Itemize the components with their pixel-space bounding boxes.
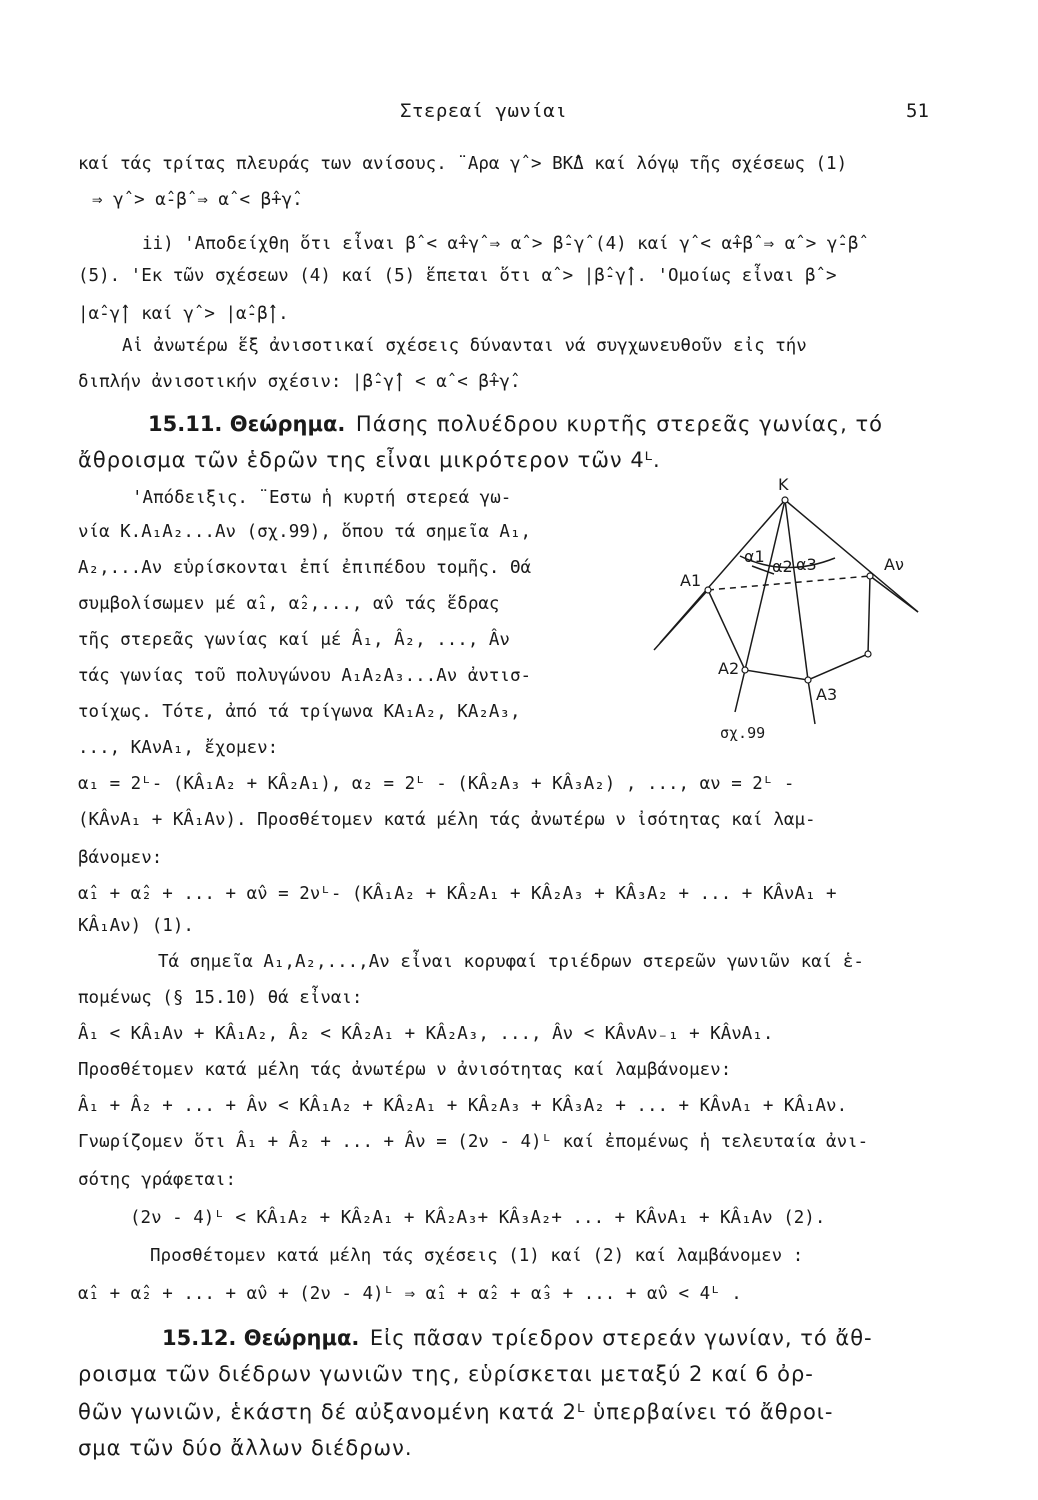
proof-line: τοίχως. Τότε, ἀπό τά τρίγωνα ΚΑ₁Α₂, ΚΑ₂Α₃, bbox=[78, 702, 521, 722]
text-line: |α̂-γ̂| καί γ̂ > |α̂-β̂|. bbox=[78, 304, 289, 324]
equation-line: Â₁ < ΚÂ₁Αν + ΚÂ₁Α₂, Â₂ < ΚÂ₂Α₁ + ΚÂ₂Α₃, ..., Âν < ΚÂνΑν₋₁ + ΚÂνΑ₁. bbox=[78, 1024, 774, 1044]
text-line: Αἱ ἀνωτέρω ἕξ ἀνισοτικαί σχέσεις δύνανται νά συγχωνευθοῦν εἰς τήν bbox=[122, 336, 807, 356]
proof-line: 'Απόδειξις. ¨Εστω ἡ κυρτή στερεά γω- bbox=[132, 488, 512, 508]
text-line: Προσθέτομεν κατά μέλη τάς ἀνωτέρω ν ἀνισότητας καί λαμβάνομεν: bbox=[78, 1060, 732, 1080]
edge-k-a3 bbox=[785, 500, 808, 680]
theorem-1511-text: ἄθροισμα τῶν ἑδρῶν της εἶναι μικρότερον τῶν 4ᴸ. bbox=[78, 448, 661, 472]
equation-line: α̂₁ + α̂₂ + ... + α̂ν = 2νᴸ- (ΚÂ₁Α₂ + ΚÂ₂Α₁ + ΚÂ₂Α₃ + ΚÂ₃Α₂ + ... + ΚÂνΑ₁ + bbox=[78, 884, 837, 904]
edge-extension bbox=[870, 576, 918, 612]
label-alpha1: α1 bbox=[744, 547, 765, 566]
equation-line: α̂₁ + α̂₂ + ... + α̂ν + (2ν - 4)ᴸ ⇒ α̂₁ + α̂₂ + α̂₃ + ... + α̂ν < 4ᴸ . bbox=[78, 1284, 742, 1304]
theorem-1511-line bbox=[148, 412, 883, 438]
proof-line: Α₂,...Αν εὑρίσκονται ἐπί ἐπιπέδου τομῆς. Θά bbox=[78, 558, 532, 578]
theorem-1512-line bbox=[162, 1326, 873, 1352]
vertex-k bbox=[782, 497, 788, 503]
vertex-a4 bbox=[865, 651, 871, 657]
theorem-1512-text: ροισμα τῶν διέδρων γωνιῶν της, εὑρίσκεται μεταξύ 2 καί 6 ὀρ- bbox=[78, 1362, 814, 1386]
label-an: Aν bbox=[884, 555, 904, 574]
text-line: Τά σημεῖα Α₁,Α₂,...,Αν εἶναι κορυφαί τριέδρων στερεῶν γωνιῶν καί ἑ- bbox=[158, 952, 864, 972]
face-angle-arc bbox=[752, 566, 774, 574]
proof-line: ..., ΚΑνΑ₁, ἔχομεν: bbox=[78, 738, 279, 758]
label-k: K bbox=[778, 478, 789, 494]
theorem-1511-text: Πάσης πολυέδρου κυρτῆς στερεᾶς γωνίας, τό bbox=[355, 412, 883, 436]
text-line: ⇒ γ̂ > α̂-β̂ ⇒ α̂ < β̂+γ̂. bbox=[92, 190, 303, 210]
text-line: πομένως (§ 15.10) θά εἶναι: bbox=[78, 988, 363, 1008]
text-line: διπλήν ἀνισοτικήν σχέσιν: |β̂-γ̂| < α̂ < β̂+γ̂. bbox=[78, 372, 521, 392]
vertex-an bbox=[867, 573, 873, 579]
label-alpha3: α3 bbox=[796, 555, 817, 574]
proof-line: τῆς στερεᾶς γωνίας καί μέ Â₁, Â₂, ..., Âν bbox=[78, 630, 510, 650]
theorem-1512-text: θῶν γωνιῶν, ἑκάστη δέ αὐξανομένη κατά 2ᴸ ὑπερβαίνει τό ἄθροι- bbox=[78, 1400, 834, 1424]
edge-extension bbox=[654, 590, 708, 650]
vertex-a3 bbox=[805, 677, 811, 683]
proof-line: νία Κ.Α₁Α₂...Αν (σχ.99), ὅπου τά σημεῖα Α₁, bbox=[78, 522, 532, 542]
text-line: βάνομεν: bbox=[78, 848, 163, 868]
proof-line: συμβολίσωμεν μέ α̂₁, α̂₂,..., α̂ν τάς ἕδρας bbox=[78, 594, 500, 614]
text-line: σότης γράφεται: bbox=[78, 1170, 237, 1190]
text-line: (5). 'Εκ τῶν σχέσεων (4) καί (5) ἕπεται ὅτι α̂ > |β̂-γ̂|. 'Ομοίως εἶναι β̂ > bbox=[78, 266, 837, 286]
page-number: 51 bbox=[906, 100, 929, 122]
equation-line: ΚÂ₁Αν) (1). bbox=[78, 916, 194, 936]
base-hidden-edge bbox=[708, 576, 870, 590]
proof-line: τάς γωνίας τοῦ πολυγώνου Α₁Α₂Α₃...Αν ἀντισ- bbox=[78, 666, 532, 686]
label-alpha2: α2 bbox=[772, 557, 793, 576]
label-a3: A3 bbox=[816, 685, 838, 704]
label-a1: A1 bbox=[680, 571, 702, 590]
equation-line: Â₁ + Â₂ + ... + Âν < ΚÂ₁Α₂ + ΚÂ₂Α₁ + ΚÂ₂Α₃ + ΚÂ₃Α₂ + ... + ΚÂνΑ₁ + ΚÂ₁Αν. bbox=[78, 1096, 848, 1116]
figure-caption: σχ.99 bbox=[720, 724, 766, 742]
vertex-a2 bbox=[742, 667, 748, 673]
figure-99-diagram bbox=[640, 478, 960, 758]
label-a2: A2 bbox=[718, 659, 740, 678]
theorem-1512-number: 15.12. Θεώρημα. bbox=[162, 1326, 360, 1350]
vertex-a1 bbox=[705, 587, 711, 593]
theorem-1512-text: σμα τῶν δύο ἄλλων διέδρων. bbox=[78, 1436, 413, 1460]
text-line: Γνωρίζομεν ὅτι Â₁ + Â₂ + ... + Âν = (2ν - 4)ᴸ καί ἐπομένως ἡ τελευταία ἀνι- bbox=[78, 1132, 869, 1152]
text-line: (ΚÂνΑ₁ + ΚÂ₁Αν). Προσθέτομεν κατά μέλη τάς ἀνωτέρω ν ἰσότητας καί λαμ- bbox=[78, 810, 816, 830]
text-line: καί τάς τρίτας πλευράς των ανίσους. ¨Αρα γ̂ > ΒΚ̂Δ καί λόγῳ τῆς σχέσεως (1) bbox=[78, 154, 848, 174]
theorem-1511-number: 15.11. Θεώρημα. bbox=[148, 412, 346, 436]
equation-line: (2ν - 4)ᴸ < ΚÂ₁Α₂ + ΚÂ₂Α₁ + ΚÂ₂Α₃+ ΚÂ₃Α₂+ ... + ΚÂνΑ₁ + ΚÂ₁Αν (2). bbox=[130, 1208, 826, 1228]
running-header: Στερεαί γωνίαι bbox=[400, 100, 568, 122]
edge-extension bbox=[808, 680, 815, 724]
equation-line: α₁ = 2ᴸ- (ΚÂ₁Α₂ + ΚÂ₂Α₁), α₂ = 2ᴸ - (ΚÂ₂Α₃ + ΚÂ₃Α₂) , ..., αν = 2ᴸ - bbox=[78, 774, 795, 794]
text-line: Προσθέτομεν κατά μέλη τάς σχέσεις (1) καί (2) καί λαμβάνομεν : bbox=[150, 1246, 804, 1266]
theorem-1512-text: Εἰς πᾶσαν τρίεδρον στερεάν γωνίαν, τό ἄθ- bbox=[369, 1326, 873, 1350]
text-line: ii) 'Αποδείχθη ὅτι εἶναι β̂ < α̂+γ̂ ⇒ α̂ > β̂-γ̂ (4) καί γ̂ < α̂+β̂ ⇒ α̂ > γ̂-β̂ bbox=[142, 234, 859, 254]
figure-99 bbox=[640, 478, 960, 758]
